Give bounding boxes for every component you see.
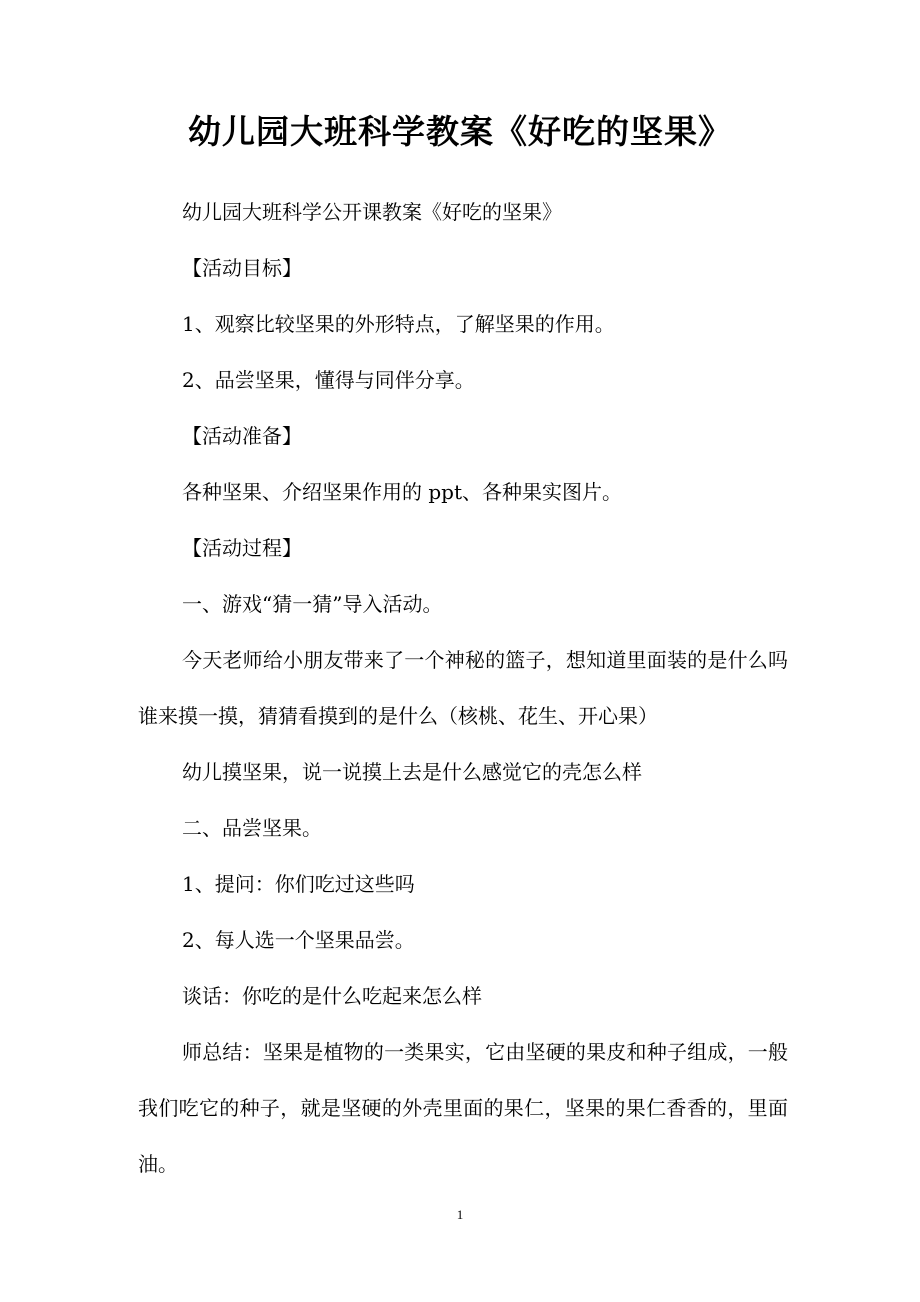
process-paragraph: 幼儿摸坚果，说一说摸上去是什么感觉它的壳怎么样 bbox=[182, 760, 642, 784]
preparation-paragraph: 各种坚果、介绍坚果作用的 ppt、各种果实图片。 bbox=[182, 480, 622, 504]
goal-item: 2、品尝坚果，懂得与同伴分享。 bbox=[182, 368, 475, 392]
goal-item: 1、观察比较坚果的外形特点，了解坚果的作用。 bbox=[182, 312, 615, 336]
process-step-heading: 一、游戏“猜一猜”导入活动。 bbox=[182, 592, 443, 616]
section-heading-goals: 【活动目标】 bbox=[182, 256, 302, 280]
process-paragraph: 1、提问：你们吃过这些吗 bbox=[182, 872, 415, 896]
document-body bbox=[138, 184, 788, 1192]
subtitle-paragraph: 幼儿园大班科学公开课教案《好吃的坚果》 bbox=[182, 200, 562, 224]
process-paragraph: 2、每人选一个坚果品尝。 bbox=[182, 928, 415, 952]
document-title: 幼儿园大班科学教案《好吃的坚果》 bbox=[188, 112, 732, 151]
section-heading-process: 【活动过程】 bbox=[182, 536, 302, 560]
page-number: 1 bbox=[456, 1207, 464, 1222]
section-heading-preparation: 【活动准备】 bbox=[182, 424, 302, 448]
process-step-heading: 二、品尝坚果。 bbox=[182, 816, 322, 840]
process-paragraph: 谈话：你吃的是什么吃起来怎么样 bbox=[182, 984, 482, 1008]
process-paragraph: 今天老师给小朋友带来了一个神秘的篮子，想知道里面装的是什么吗谁来摸一摸，猜猜看摸到的是什么（核桃、花生、开心果） bbox=[138, 648, 788, 728]
summary-paragraph: 师总结：坚果是植物的一类果实，它由坚硬的果皮和种子组成，一般我们吃它的种子，就是坚硬的外壳里面的果仁，坚果的果仁香香的，里面油。 bbox=[138, 1040, 788, 1176]
